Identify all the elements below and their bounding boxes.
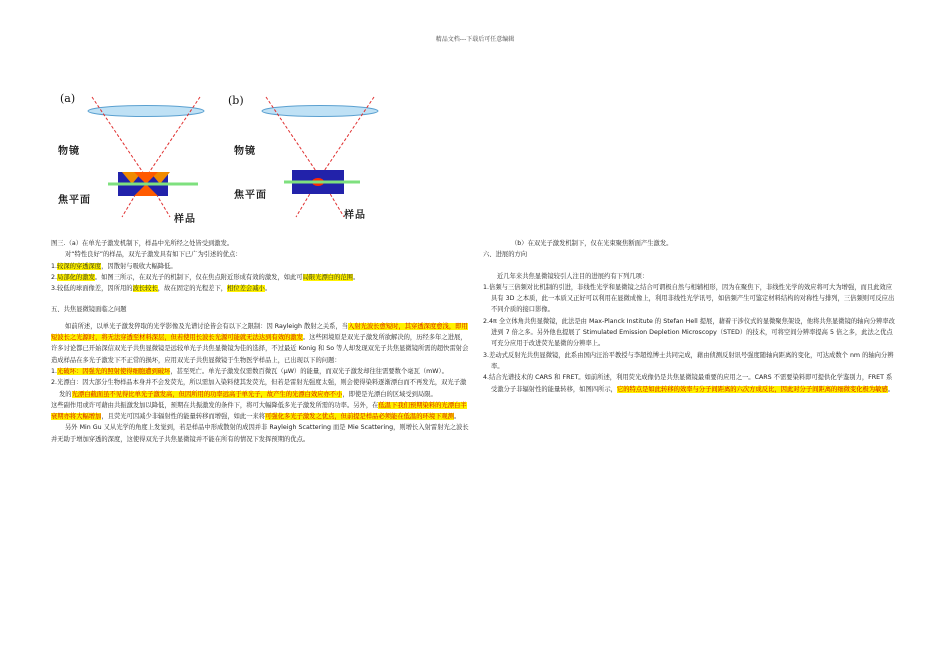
progress-item: 4.结合光谱技术的 CARS 和 FRET。如前所述，利用荧光成像仍是共焦显微镜最重要的应用之一。CARS 不需要染料即可提供化学鉴别力，FRET 系受激分子非辐射性的能量转移，如图四所示，它的特点是如此转移的效率与分子间距离的六次方成反比，因此对分子间距离的细微变化极为敏感。	[483, 374, 894, 393]
focal-plane-label-a: 焦平面	[58, 195, 91, 206]
advantage-item: 2.局部化的激发。如图三所示，在双光子的机制下，仅在焦点附近形成有效的激发，如此可局限光漂白的范围。	[51, 273, 360, 281]
page-header: 精品文档---下载后可任意编辑	[435, 36, 515, 43]
advantage-item: 1.较深的穿透深度，因散射与吸收大幅降低。	[51, 262, 177, 270]
sample-label-a: 样品	[174, 214, 196, 225]
progress-item: 3.差动式反射光共焦显微镜，此系由国内汪治平教授与李超煌博士共同完成，藉由侦测反射讯号强度随轴向距离的变化，可达成数个 nm 的轴向分辨率。	[483, 351, 894, 370]
panel-b-label: (b)	[228, 94, 244, 107]
focal-plane-label-b: 焦平面	[234, 190, 267, 201]
section-5-title: 五、共焦显微镜面临之问题	[51, 306, 127, 314]
objective-lens-a	[88, 106, 204, 117]
paragraph: 如前所述，以单光子激发猝取的光学影像及光谱讨论皆会有以下之限制：因 Rayleigh 散射之关系，当入射光波长愈短时，其穿透深度愈浅，即用短波长之光源时，将无法穿透至材料深层，但若使用长波长光源可能就无法达到有效的激发。这些困境原是双光子激发所欲解决的，历经多年之进展，许多讨论都已开始深信双光子共焦显微镜是远较单光子共焦显微镜为佳的选择，不过最近 Konig 和 So 等人却发现双光子共焦显微镜所需的超快雷射会造成样品在多光子激发下不正常的损坏，应用双光子共焦显微镜于生物医学样品上，已出现以下的问题：	[51, 322, 469, 364]
two-photon-figure	[58, 92, 388, 237]
panel-a-label: (a)	[60, 92, 76, 105]
figure-caption-b: （b）在双光子激发机制下，仅在光束聚焦断面产生激发。	[511, 240, 673, 247]
sample-label-b: 样品	[344, 210, 366, 221]
left-column	[51, 238, 471, 445]
paragraph: 这些副作用或许可藉由共振激发加以降低，预期在共振激发的条件下，将可大幅降低多光子激发所需的功率。另外，在低温下我们预期染料的光漂白半衰期亦将大幅增加，且荧光可因减少非辐射性的能量转移而增强，如此一来将可强化多光子激发之优点，但前提是样品必须能在低温的环境下观测。	[51, 401, 467, 421]
objective-lens-b	[262, 106, 378, 117]
paragraph: 另外 Min Gu 又从光学的角度上发觉到，若是样品中形成散射的成因并非 Rayleigh Scattering 而是 Mie Scattering，则增长入射雷射光之波长并无助于增加穿透的深度，这使得双光子共焦显微镜并不能在所有的情况下发挥预期的优点。	[51, 424, 469, 443]
right-column	[483, 238, 898, 395]
figure-caption-a: 图三.（a）在单光子激发机制下，样品中光所经之处皆受到激发。	[51, 240, 234, 247]
problem-item: 2.光漂白：因大部分生物样品本身并不会发荧光，所以需加入染料使其发荧光，但若是雷射光强度太强，则会使得染料逐渐漂白而不再发光，双光子激发的光漂白截面虽不见得比单光子激发高，但因所用的功率远高于单光子，故产生的光漂白效应亦不小，即使是光漂白的区域受到局限。	[51, 379, 467, 398]
advantage-item: 3.较低的球面像差，因所用的波长较长，故在固定的光程差下，相位差会减小。	[51, 285, 272, 293]
progress-item: 1.倍频与三倍频对比机制的引进，非线性光学和显微镜之结合可谓极自然与相辅相形，因为在聚焦下，非线性光学的效应将可大为增强，而且此效应具有 3D 之本质，此一本质又正好可以利用在显微成像上，利用非线性光学讯号，如倍频产生可鉴定材料结构的对称性与排列，三倍频则可反应出不同介质的接口影像。	[483, 283, 895, 314]
problem-item: 1.光破坏：因强光的照射使得细胞遭到破坏，甚至死亡。单光子激发仅需数百微瓦（μW）的能量，而双光子激发却往往需要数个毫瓦（mW）。	[51, 367, 448, 375]
section-6-title: 六、进展的方向	[483, 251, 528, 259]
progress-item: 2.4π 全立体角共焦显微镜，此法是由 Max-Planck Institute 的 Stefan Hell 提展，藉着干涉仪式的显微聚焦架设，他将共焦显微镜的轴向分辨率改进到 7 倍之多。另外他也提展了 Stimulated Emission Depletion Microscopy（STED）的技术，可将空间分辨率提高 5 倍之多，此法之优点可充分应用于改进荧光显微的分辨率上。	[483, 317, 895, 348]
progress-intro: 近几年来共焦显微镜较引人注目的进展约有下列几项：	[497, 272, 649, 280]
excitation-diagram	[58, 92, 388, 237]
objective-label-a: 物镜	[58, 146, 80, 157]
objective-label-b: 物镜	[234, 146, 256, 157]
advantages-intro: 对“特性良好”的样品，双光子激发具有如下已广为引述的优点：	[65, 251, 242, 259]
